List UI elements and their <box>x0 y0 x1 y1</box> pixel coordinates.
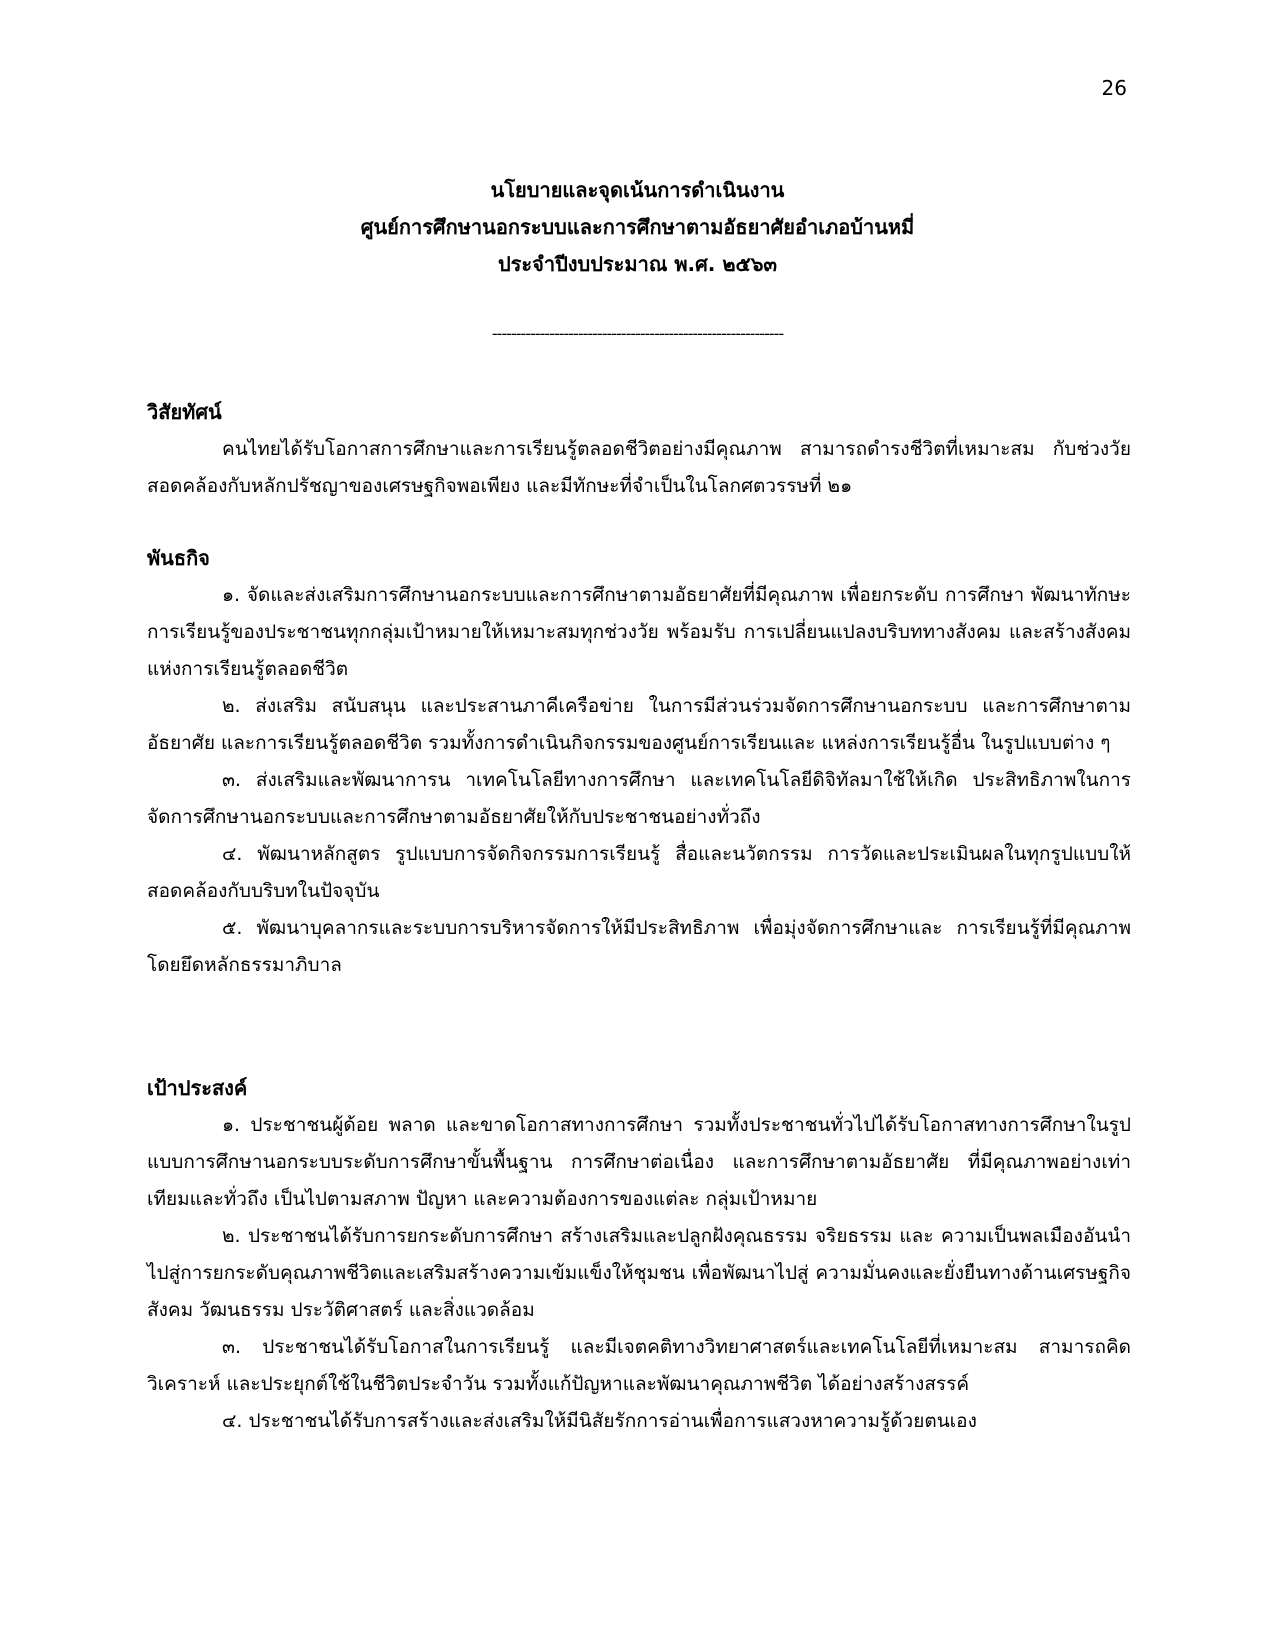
mission-item: ๒. ส่งเสริม สนับสนุน และประสานภาคีเครือข่าย ในการมีส่วนร่วมจัดการศึกษานอกระบบ และการศึกษาตามอัธยาศัย และการเรียนรู้ตลอดชีวิต รวมทั้งการดำเนินกิจกรรมของศูนย์การเรียนและ แหล่งการเรียนรู้อื่น ในรูปแบบต่าง ๆ <box>147 695 1131 754</box>
objectives-heading: เป้าประสงค์ <box>147 1076 248 1100</box>
divider-line: ------------------------------------------------------------- <box>491 324 784 343</box>
objective-item: ๒. ประชาชนได้รับการยกระดับการศึกษา สร้างเสริมและปลูกฝังคุณธรรม จริยธรรม และ ความเป็นพลเมืองอันนำไปสู่การยกระดับคุณภาพชีวิตและเสริมสร้างความเข้มแข็งให้ชุมชน เพื่อพัฒนาไปสู่ ความมั่นคงและยั่งยืนทางด้านเศรษฐกิจ สังคม วัฒนธรรม ประวัติศาสตร์ และสิ่งแวดล้อม <box>147 1225 1131 1321</box>
objectives-section <box>147 1070 1131 1440</box>
page-number: 26 <box>1101 76 1127 100</box>
mission-item: ๑. จัดและส่งเสริมการศึกษานอกระบบและการศึกษาตามอัธยาศัยที่มีคุณภาพ เพื่อยกระดับ การศึกษา พัฒนาทักษะการเรียนรู้ของประชาชนทุกกลุ่มเป้าหมายให้เหมาะสมทุกช่วงวัย พร้อมรับ การเปลี่ยนแปลงบริบททางสังคม และสร้างสังคมแห่งการเรียนรู้ตลอดชีวิต <box>147 584 1131 680</box>
title-line-3: ประจำปีงบประมาณ พ.ศ. ๒๕๖๓ <box>497 252 778 276</box>
title-line-2: ศูนย์การศึกษานอกระบบและการศึกษาตามอัธยาศัยอำเภอบ้านหมี่ <box>360 215 915 239</box>
mission-item: ๓. ส่งเสริมและพัฒนาการน าเทคโนโลยีทางการศึกษา และเทคโนโลยีดิจิทัลมาใช้ให้เกิด ประสิทธิภาพในการจัดการศึกษานอกระบบและการศึกษาตามอัธยาศัยให้กับประชาชนอย่างทั่วถึง <box>147 769 1131 828</box>
vision-heading: วิสัยทัศน์ <box>147 400 222 424</box>
vision-text: คนไทยได้รับโอกาสการศึกษาและการเรียนรู้ตลอดชีวิตอย่างมีคุณภาพ สามารถดำรงชีวิตที่เหมาะสม กับช่วงวัย สอดคล้องกับหลักปรัชญาของเศรษฐกิจพอเพียง และมีทักษะที่จำเป็นในโลกศตวรรษที่ ๒๑ <box>147 438 1131 497</box>
vision-section <box>147 394 1131 505</box>
mission-section <box>147 540 1131 984</box>
mission-item: ๔. พัฒนาหลักสูตร รูปแบบการจัดกิจกรรมการเรียนรู้ สื่อและนวัตกรรม การวัดและประเมินผลในทุกรูปแบบให้สอดคล้องกับบริบทในปัจจุบัน <box>147 843 1131 902</box>
document-title <box>0 172 1275 283</box>
title-line-1: นโยบายและจุดเน้นการดำเนินงาน <box>490 178 785 202</box>
mission-heading: พันธกิจ <box>147 546 210 570</box>
objective-item: ๓. ประชาชนได้รับโอกาสในการเรียนรู้ และมีเจตคติทางวิทยาศาสตร์และเทคโนโลยีที่เหมาะสม สามารถคิด วิเคราะห์ และประยุกต์ใช้ในชีวิตประจำวัน รวมทั้งแก้ปัญหาและพัฒนาคุณภาพชีวิต ได้อย่างสร้างสรรค์ <box>147 1336 1131 1395</box>
mission-item: ๕. พัฒนาบุคลากรและระบบการบริหารจัดการให้มีประสิทธิภาพ เพื่อมุ่งจัดการศึกษาและ การเรียนรู้ที่มีคุณภาพ โดยยึดหลักธรรมาภิบาล <box>147 917 1131 976</box>
objective-item: ๔. ประชาชนได้รับการสร้างและส่งเสริมให้มีนิสัยรักการอ่านเพื่อการแสวงหาความรู้ด้วยตนเอง <box>222 1410 977 1432</box>
objective-item: ๑. ประชาชนผู้ด้อย พลาด และขาดโอกาสทางการศึกษา รวมทั้งประชาชนทั่วไปได้รับโอกาสทางการศึกษาในรูปแบบการศึกษานอกระบบระดับการศึกษาขั้นพื้นฐาน การศึกษาต่อเนื่อง และการศึกษาตามอัธยาศัย ที่มีคุณภาพอย่างเท่าเทียมและทั่วถึง เป็นไปตามสภาพ ปัญหา และความต้องการของแต่ละ กลุ่มเป้าหมาย <box>147 1114 1131 1210</box>
